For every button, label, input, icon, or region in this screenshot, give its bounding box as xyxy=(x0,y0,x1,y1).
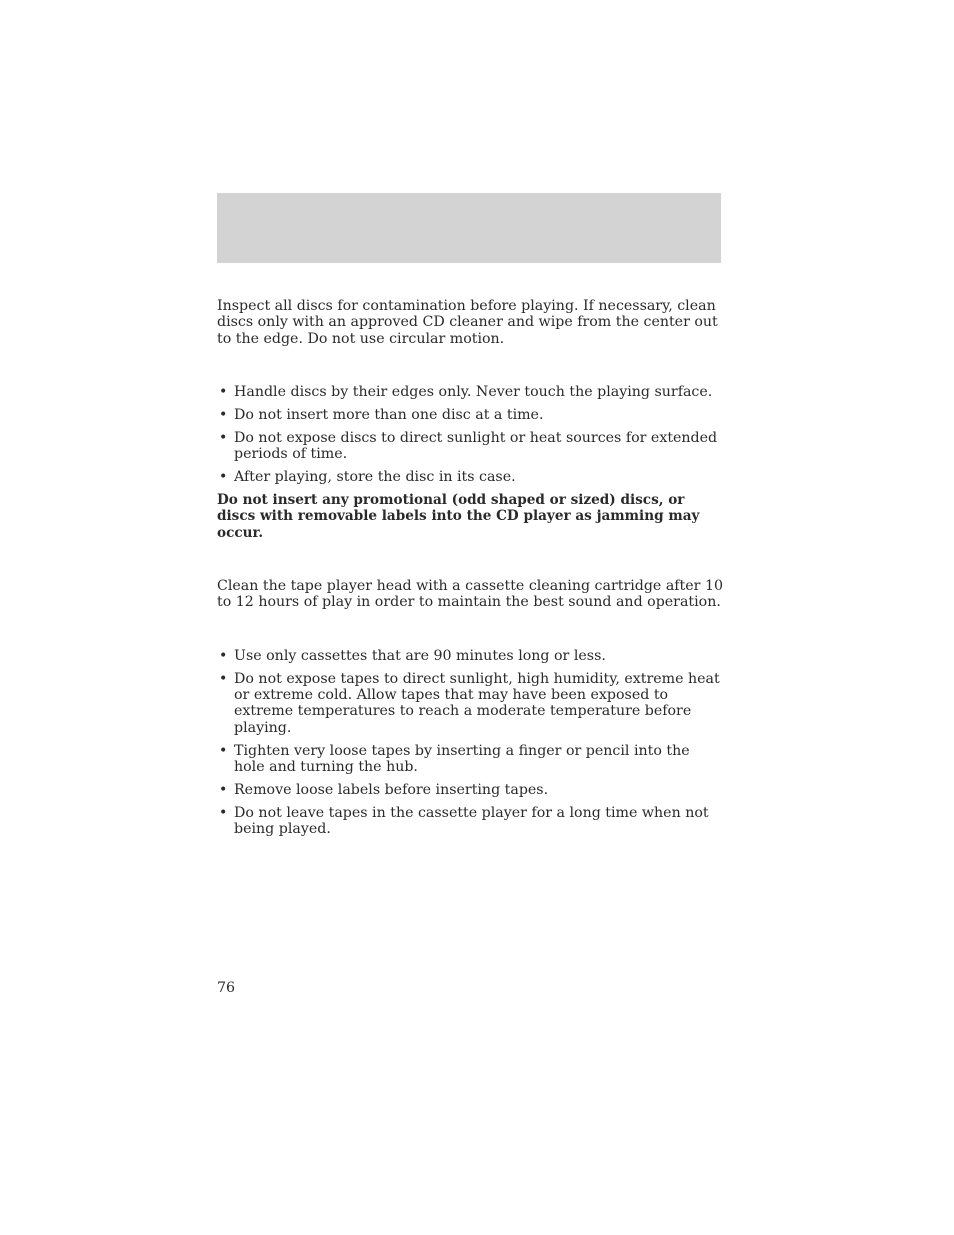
bullet-icon: • xyxy=(219,670,228,687)
bullet-icon: • xyxy=(219,429,228,446)
bullet-icon: • xyxy=(219,742,228,759)
page-content xyxy=(217,298,723,844)
bullet-icon: • xyxy=(219,469,228,486)
list-item: • Use only cassettes that are 90 minutes long or less. xyxy=(219,647,606,664)
bullet-icon: • xyxy=(219,804,228,821)
cd-care-intro: Inspect all discs for contamination before playing. If necessary, clean discs only with an approved CD cleaner and wipe from the center out to the edge. Do not use circular motion. xyxy=(217,298,718,347)
bullet-icon: • xyxy=(219,781,228,798)
cd-care-list xyxy=(217,384,723,485)
cassette-care-intro: Clean the tape player head with a cassette cleaning cartridge after 10 to 12 hours of play in order to maintain the best sound and operation. xyxy=(217,578,723,611)
cassette-care-list xyxy=(217,648,723,838)
list-item: • Do not expose tapes to direct sunlight, high humidity, extreme heat or extreme cold. Allow tapes that may have been exposed to extreme temperatures to reach a moderate temperature before playing. xyxy=(219,670,720,736)
bullet-icon: • xyxy=(219,384,228,401)
list-item: • Do not insert more than one disc at a time. xyxy=(219,407,544,424)
list-item: • Do not expose discs to direct sunlight or heat sources for extended periods of time. xyxy=(219,429,718,463)
list-item: • Tighten very loose tapes by inserting a finger or pencil into the hole and turning the hub. xyxy=(219,742,690,776)
bullet-icon: • xyxy=(219,407,228,424)
bullet-icon: • xyxy=(219,647,228,664)
list-item: • Do not leave tapes in the cassette player for a long time when not being played. xyxy=(219,804,709,838)
cd-warning: Do not insert any promotional (odd shaped or sized) discs, or discs with removable labels into the CD player as jamming may occur. xyxy=(217,491,700,541)
section-header-band xyxy=(217,193,721,263)
list-item: • Handle discs by their edges only. Never touch the playing surface. xyxy=(219,384,713,401)
page-number: 76 xyxy=(217,980,236,996)
list-item: • After playing, store the disc in its case. xyxy=(219,469,516,486)
list-item: • Remove loose labels before inserting tapes. xyxy=(219,781,549,798)
